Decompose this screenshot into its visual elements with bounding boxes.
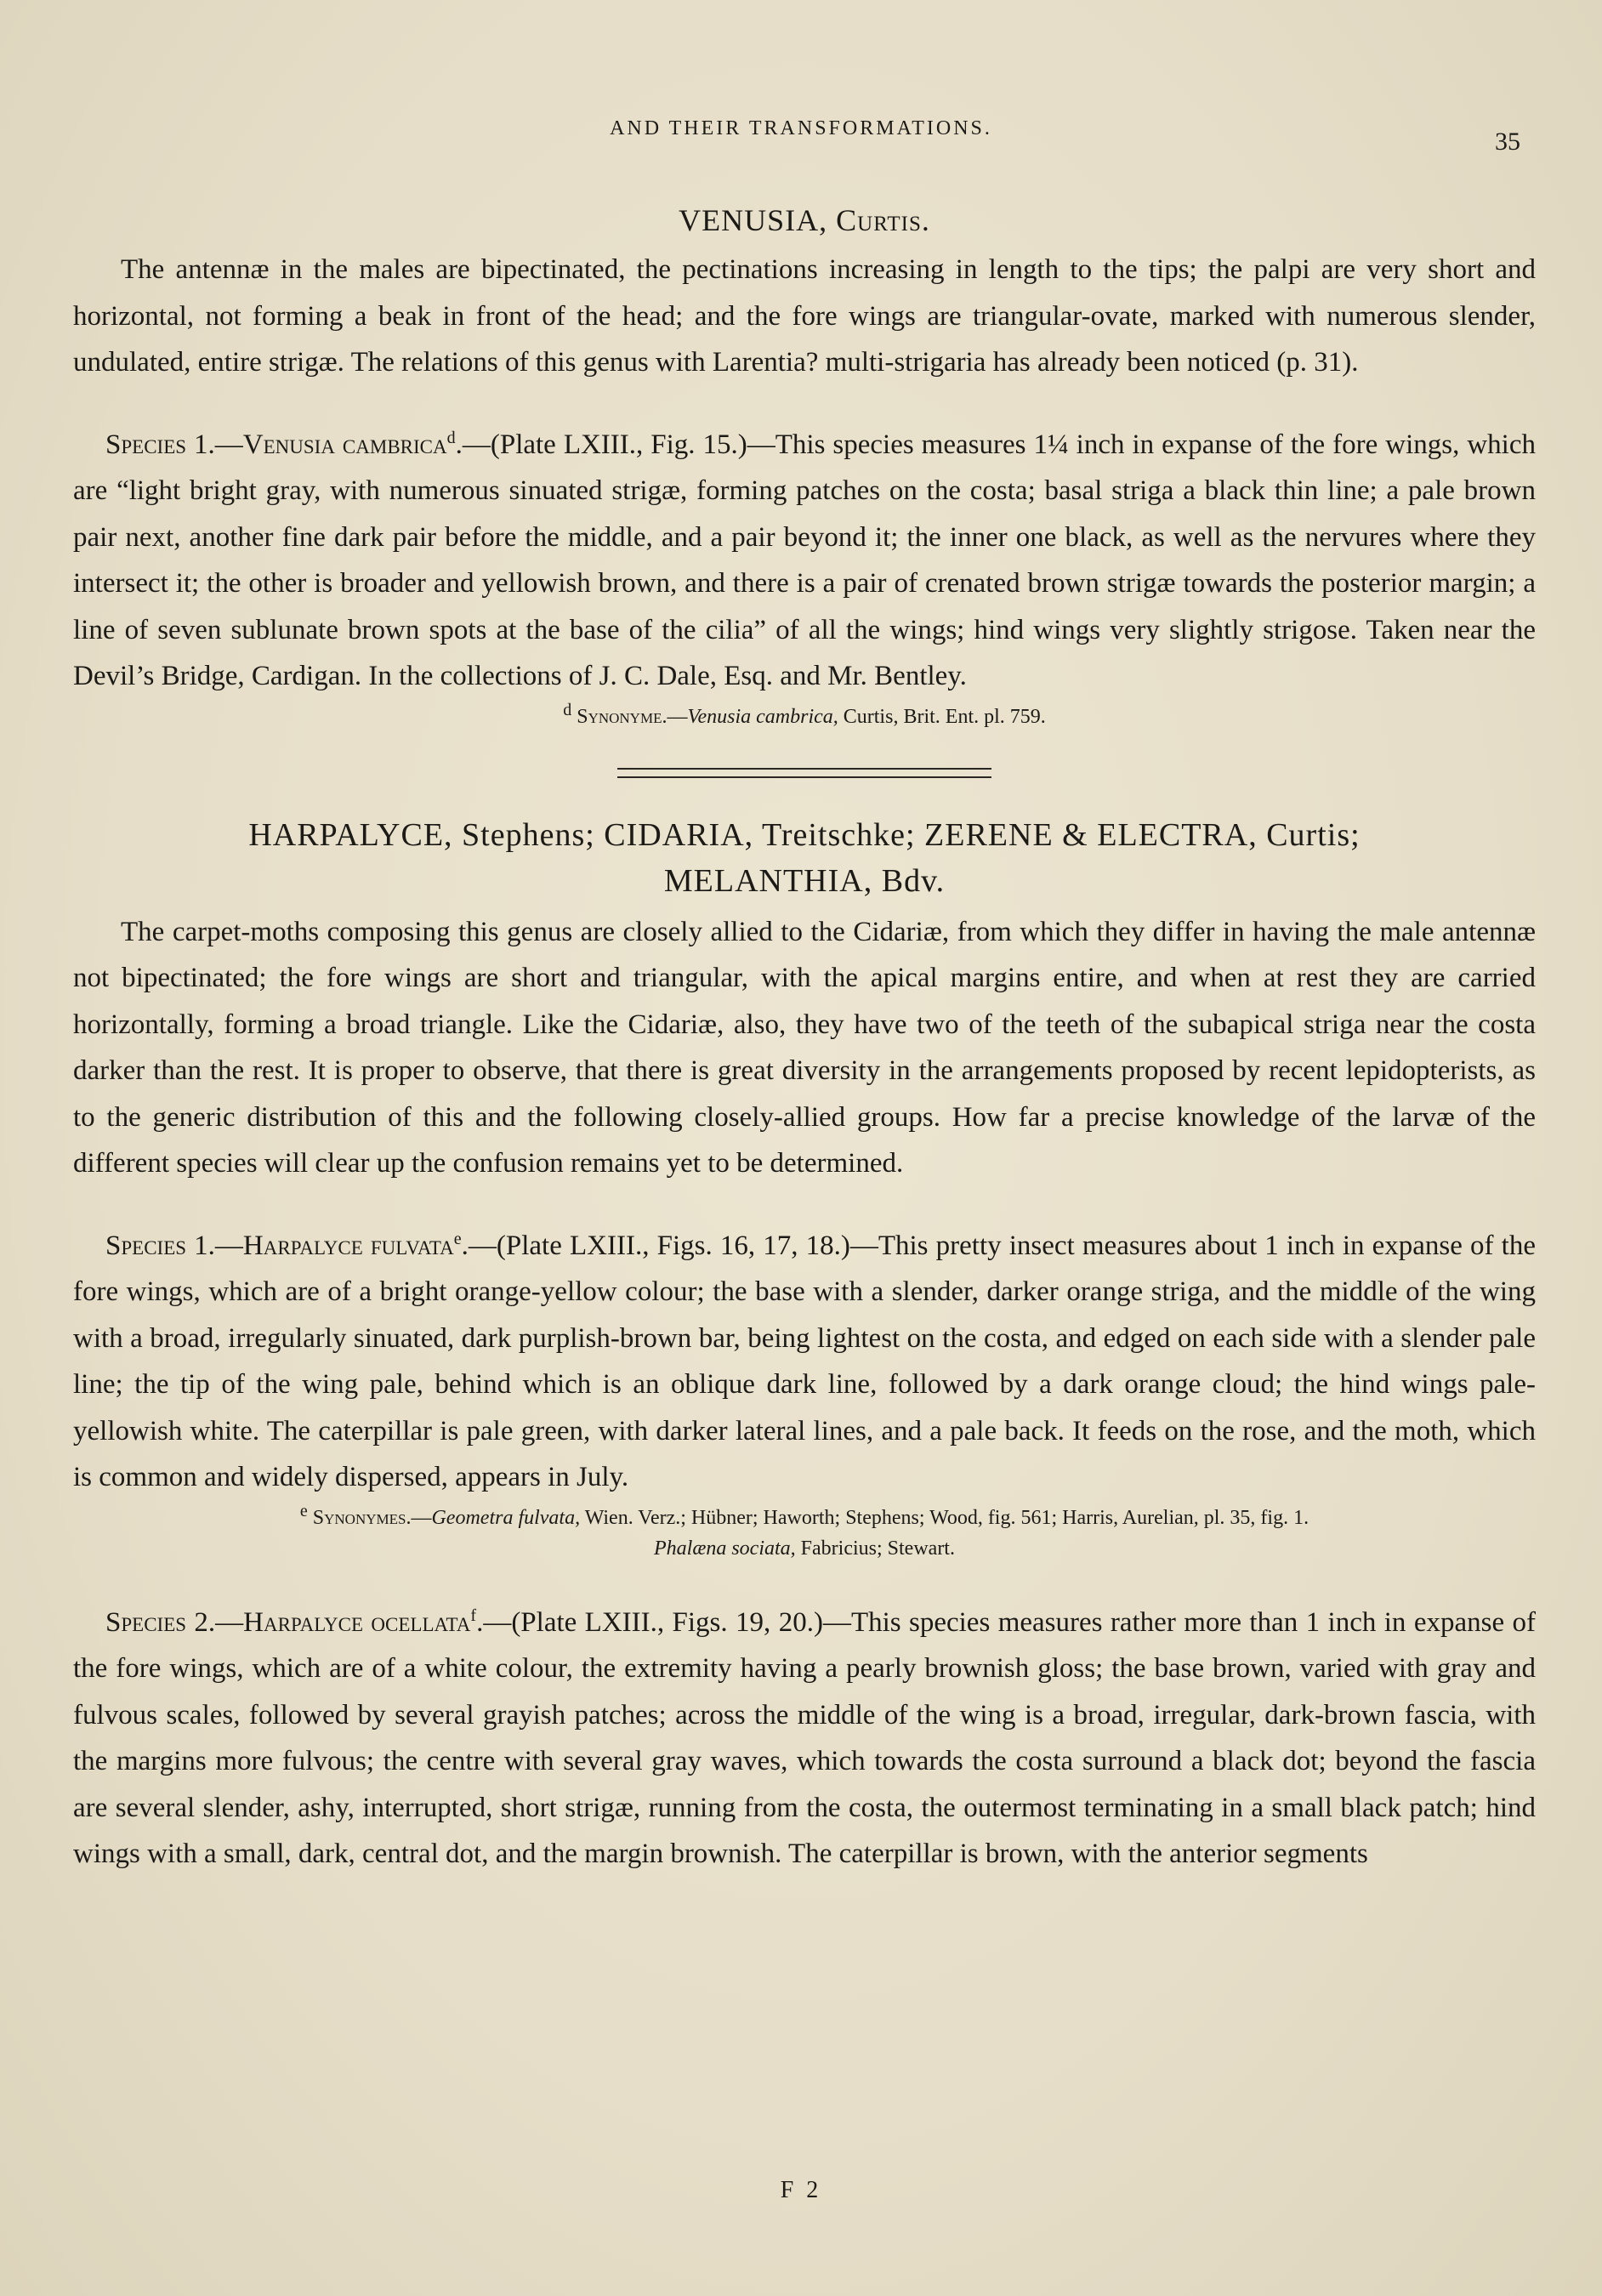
- harpalyce-intro: The carpet-moths composing this genus are closely allied to the Cidariæ, from which they differ in having the male antennæ not bipectinated; the fore wings are short and triangular, with the apical margins entire, and when at rest they are carried horizontally, forming a broad triangle. Like the Cidariæ, also, they have two of the teeth of the subapical striga near the costa darker than the rest. It is proper to observe, that there is great diversity in the arrangements proposed by recent lepidopterists, as to the generic distribution of this and the following closely-allied groups. How far a precise knowledge of the larvæ of the different species will clear up the confusion remains yet to be determined.: [73, 916, 1536, 1179]
- signature-mark: F 2: [780, 2177, 822, 2203]
- genus-name: VENUSIA,: [679, 203, 828, 237]
- genus-heading-line-2: MELANTHIA, Bdv.: [663, 862, 946, 899]
- footnote-e: [73, 1503, 1536, 1564]
- species-label: Species 1.—Venusia cambrica: [105, 429, 447, 460]
- footnote-ref-f: f: [470, 1605, 477, 1625]
- species-description: .—(Plate LXIII., Figs. 19, 20.)—This species measures rather more than 1 inch in expanse of the fore wings, which are of a white colour, the extremity having a pearly brownish gloss; the base brown, varied with gray and fulvous scales, followed by several grayish patches; across the middle of the wing is a broad, irregular, dark-brown fascia, with the margins more fulvous; the centre with several gray waves, which towards the costa surround a black dot; beyond the fascia are several slender, ashy, interrupted, short strigæ, running from the costa, the outermost terminating in a small black patch; hind wings with a small, dark, central dot, and the margin brownish. The caterpillar is brown, with the anterior segments: [73, 1606, 1536, 1869]
- footnote-mark: e: [299, 1501, 308, 1520]
- footnote-italic: Venusia cambrica,: [687, 705, 838, 728]
- species-label: Species 2.—Harpalyce ocellata: [105, 1606, 471, 1638]
- species-harpalyce-fulvata: [73, 1223, 1536, 1501]
- genus-heading-line-1: HARPALYCE, Stephens; CIDARIA, Treitschke; ZERENE & ELECTRA, Curtis;: [248, 816, 1361, 853]
- genus-heading-harpalyce: [73, 812, 1536, 904]
- footnote-label: Synonyme.—: [577, 705, 688, 728]
- footnote-text: Wien. Verz.; Hübner; Haworth; Stephens; Wood, fig. 561; Harris, Aurelian, pl. 35, fig. 1.: [584, 1506, 1309, 1529]
- running-head: AND THEIR TRANSFORMATIONS.: [610, 117, 992, 139]
- species-label: Species 1.—Harpalyce fulvata: [105, 1230, 454, 1261]
- footnote-text: Curtis, Brit. Ent. pl. 759.: [843, 705, 1046, 728]
- footnote-ref-d: d: [446, 428, 456, 447]
- genus-author: Curtis.: [836, 203, 930, 237]
- genus-heading-venusia: [73, 197, 1536, 243]
- footnote-label: Synonymes.—: [312, 1506, 432, 1529]
- footnote-ref-e: e: [453, 1229, 462, 1248]
- footnote-text-2: Fabricius; Stewart.: [800, 1537, 955, 1560]
- venusia-intro: The antennæ in the males are bipectinated, the pectinations increasing in length to the tips; the palpi are very short and horizontal, not forming a beak in front of the head; and the fore wings are triangular-ovate, marked with numerous slender, undulated, entire strigæ. The relations of this genus with Larentia? multi-strigaria has already been noticed (p. 31).: [73, 254, 1536, 378]
- section-divider: [617, 768, 991, 778]
- footnote-mark: d: [563, 700, 572, 719]
- page-number: 35: [1495, 128, 1520, 156]
- species-description: .—(Plate LXIII., Fig. 15.)—This species measures 1¼ inch in expanse of the fore wings, which are “light bright gray, with numerous sinuated strigæ, forming patches on the costa; basal striga a black thin line; a pale brown pair next, another fine dark pair before the middle, and a pair beyond it; the inner one black, as well as the nervures where they intersect it; the other is broader and yellowish brown, and there is a pair of crenated brown strigæ towards the posterior margin; a line of seven sublunate brown spots at the base of the cilia” of all the wings; hind wings very slightly strigose. Taken near the Devil’s Bridge, Cardigan. In the collections of J. C. Dale, Esq. and Mr. Bentley.: [73, 429, 1536, 691]
- footnote-italic-2: Phalæna sociata,: [654, 1537, 796, 1560]
- species-venusia-cambrica: [73, 422, 1536, 700]
- page-content: [73, 197, 1536, 1878]
- species-harpalyce-ocellata: [73, 1600, 1536, 1878]
- species-description: .—(Plate LXIII., Figs. 16, 17, 18.)—This pretty insect measures about 1 inch in expanse of the fore wings, which are of a bright orange-yellow colour; the base with a slender, darker orange striga, and the middle of the wing with a broad, irregularly sinuated, dark purplish-brown bar, being lightest on the costa, and edged on each side with a slender pale line; the tip of the wing pale, behind which is an oblique dark line, followed by a dark orange cloud; the hind wings pale-yellowish white. The caterpillar is pale green, with darker lateral lines, and a pale back. It feeds on the rose, and the moth, which is common and widely dispersed, appears in July.: [73, 1230, 1536, 1492]
- footnote-d: [73, 702, 1536, 732]
- footnote-italic: Geometra fulvata,: [431, 1506, 581, 1529]
